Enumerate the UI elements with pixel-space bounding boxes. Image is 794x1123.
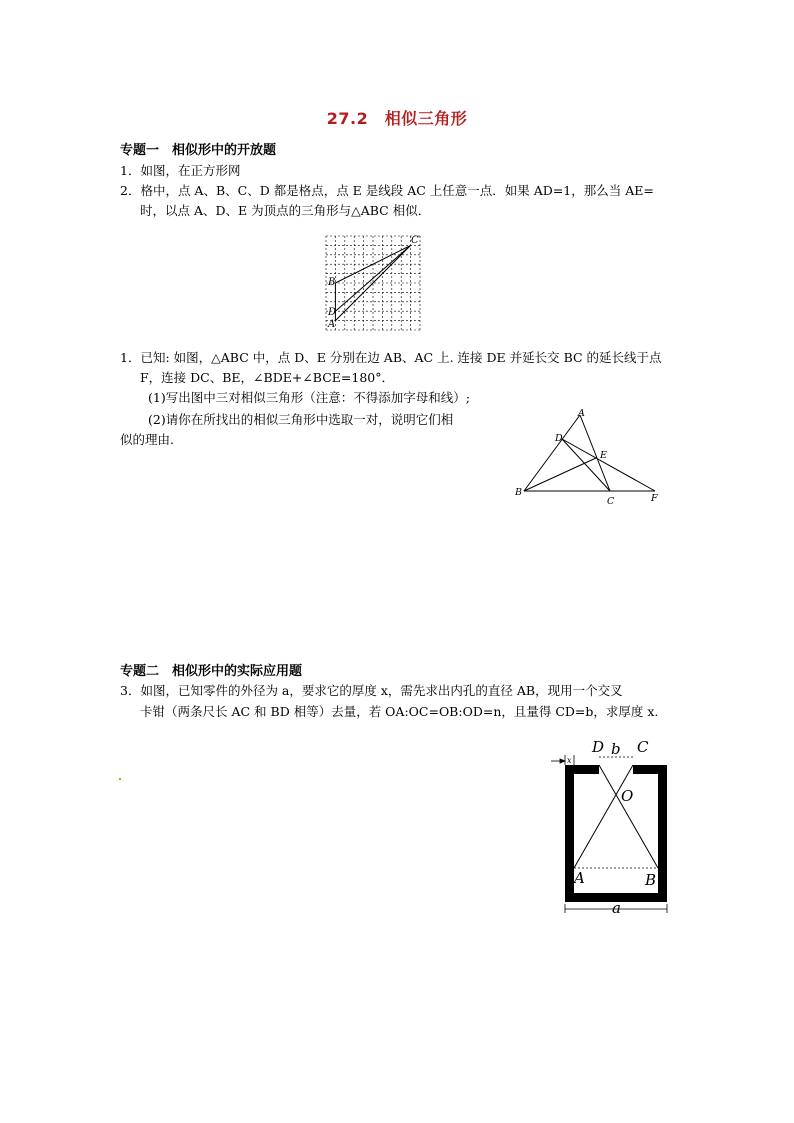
triangle-figure-lines xyxy=(524,415,655,491)
fig3-label-x: x xyxy=(567,756,572,765)
question-2-line-2: 时，以点 A、D、E 为顶点的三角形与△ABC 相似． xyxy=(140,203,431,218)
caliper-figure xyxy=(545,735,680,915)
fig2-label-b: B xyxy=(515,487,522,498)
problem-2-line-5: 似的理由. xyxy=(120,432,174,447)
caliper-arms xyxy=(574,765,658,868)
fig3-label-d: D xyxy=(592,738,605,756)
question-3-line-1: 3．如图，已知零件的外径为 a，要求它的厚度 x，需先求出内孔的直径 AB，现用一个交叉 xyxy=(120,683,623,698)
problem-2-line-3: (1)写出图中三对相似三角形（注意：不得添加字母和线）; xyxy=(148,390,470,405)
fig3-label-o: O xyxy=(621,787,634,805)
fig3-label-c: C xyxy=(637,738,649,756)
question-1-line-1: 1．如图，在正方形网 xyxy=(120,163,241,178)
fig2-label-a: A xyxy=(578,408,585,419)
fig2-label-f: F xyxy=(651,493,658,504)
grid-label-b: B xyxy=(328,277,336,288)
grid-figure xyxy=(320,230,430,336)
fig3-label-a-small: a xyxy=(612,899,621,915)
fig3-label-b: B xyxy=(645,871,657,889)
grid-label-a: A xyxy=(328,319,336,330)
fig3-label-b-small: b xyxy=(611,740,621,758)
problem-2-line-1: 1．已知: 如图，△ABC 中，点 D、E 分别在边 AB、AC 上. 连接 DE 并延长交 BC 的延长线于点 xyxy=(120,350,662,365)
problem-2-line-2: F，连接 DC、BE，∠BDE+∠BCE=180°． xyxy=(140,370,394,385)
stray-dot xyxy=(119,778,121,780)
triangle-figure xyxy=(510,405,670,510)
question-3-line-2: 卡钳（两条尺长 AC 和 BD 相等）去量，若 OA:OC=OB:OD=n，且量得 CD=b，求厚度 x. xyxy=(140,704,659,719)
fig3-label-a: A xyxy=(574,869,585,887)
fig2-label-d: D xyxy=(555,433,563,444)
section-heading-2: 专题二 相似形中的实际应用题 xyxy=(120,664,303,679)
problem-2-line-4: (2)请你在所找出的相似三角形中选取一对，说明它们相 xyxy=(148,412,454,427)
section-heading-1: 专题一 相似形中的开放题 xyxy=(120,143,277,158)
grid-label-d: D xyxy=(328,307,337,318)
question-2-line-1: 2．格中，点 A、B、C、D 都是格点，点 E 是线段 AC 上任意一点．如果 AD=1，那么当 AE= xyxy=(120,183,654,198)
fig2-label-c: C xyxy=(607,496,615,507)
fig2-label-e: E xyxy=(600,450,607,461)
page-title: 27.2 相似三角形 xyxy=(326,109,468,128)
grid-label-c: C xyxy=(411,235,419,246)
